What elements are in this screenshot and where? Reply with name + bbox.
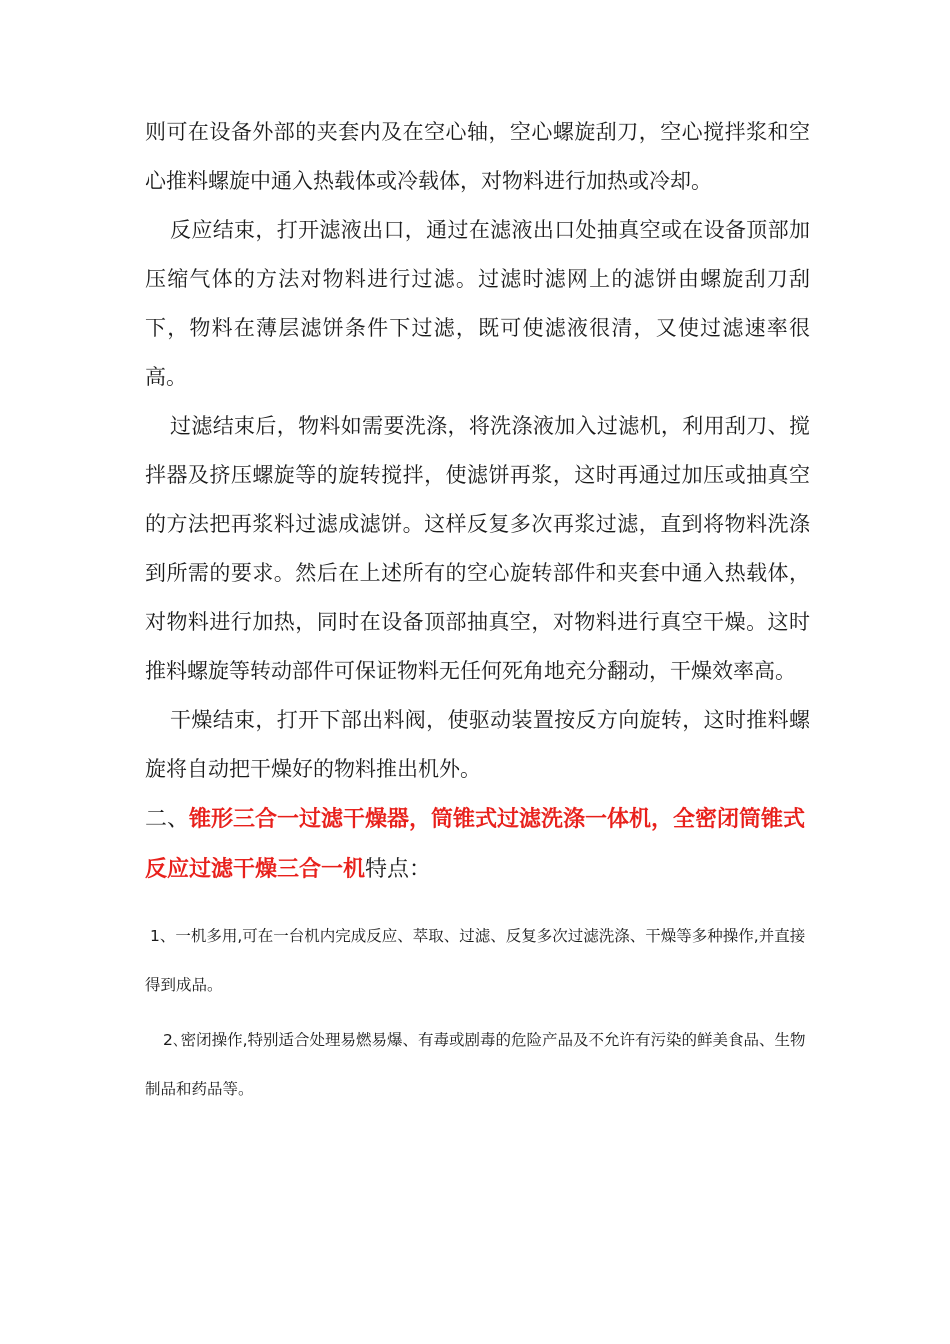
- feature-text-2: 2､密闭操作,特别适合处理易燃易爆、有毒或剧毒的危险产品及不允许有污染的鲜美食品、生物制品和药品等。: [145, 1031, 806, 1098]
- heading-suffix: 特点：: [365, 857, 432, 882]
- paragraph-filter-end: 过滤结束后，物料如需要洗涤，将洗涤液加入过滤机，利用刮刀、搅拌器及挤压螺旋等的旋转搅拌，使滤饼再浆，这时再通过加压或抽真空的方法把再浆料过滤成滤饼。这样反复多次再浆过滤，直到将物料洗涤到所需的要求。然后在上述所有的空心旋转部件和夹套中通入热载体，对物料进行加热，同时在设备顶部抽真空，对物料进行真空干燥。这时推料螺旋等转动部件可保证物料无任何死角地充分翻动，干燥效率高。: [145, 414, 810, 683]
- feature-text-1: 1、一机多用,可在一台机内完成反应、萃取、过滤、反复多次过滤洗涤、干燥等多种操作,并直接得到成品。: [145, 927, 806, 994]
- heading-highlight: 锥形三合一过滤干燥器，筒锥式过滤洗涤一体机，全密闭筒锥式反应过滤干燥三合一机: [145, 807, 806, 882]
- section-heading: [145, 794, 810, 894]
- paragraph-drying-end: 干燥结束，打开下部出料阀，使驱动装置按反方向旋转，这时推料螺旋将自动把干燥好的物料推出机外。: [145, 708, 810, 781]
- paragraph-reaction-end: 反应结束，打开滤液出口，通过在滤液出口处抽真空或在设备顶部加压缩气体的方法对物料进行过滤。过滤时滤网上的滤饼由螺旋刮刀刮下，物料在薄层滤饼条件下过滤，既可使滤液很清，又使过滤速率很高。: [145, 218, 810, 389]
- feature-item: [145, 1016, 810, 1114]
- feature-item: [145, 912, 810, 1010]
- document-page: [145, 108, 810, 1114]
- heading-prefix: 二、: [145, 807, 190, 832]
- paragraph-continuation: 则可在设备外部的夹套内及在空心轴，空心螺旋刮刀，空心搅拌浆和空心推料螺旋中通入热载体或冷载体，对物料进行加热或冷却。: [145, 120, 810, 193]
